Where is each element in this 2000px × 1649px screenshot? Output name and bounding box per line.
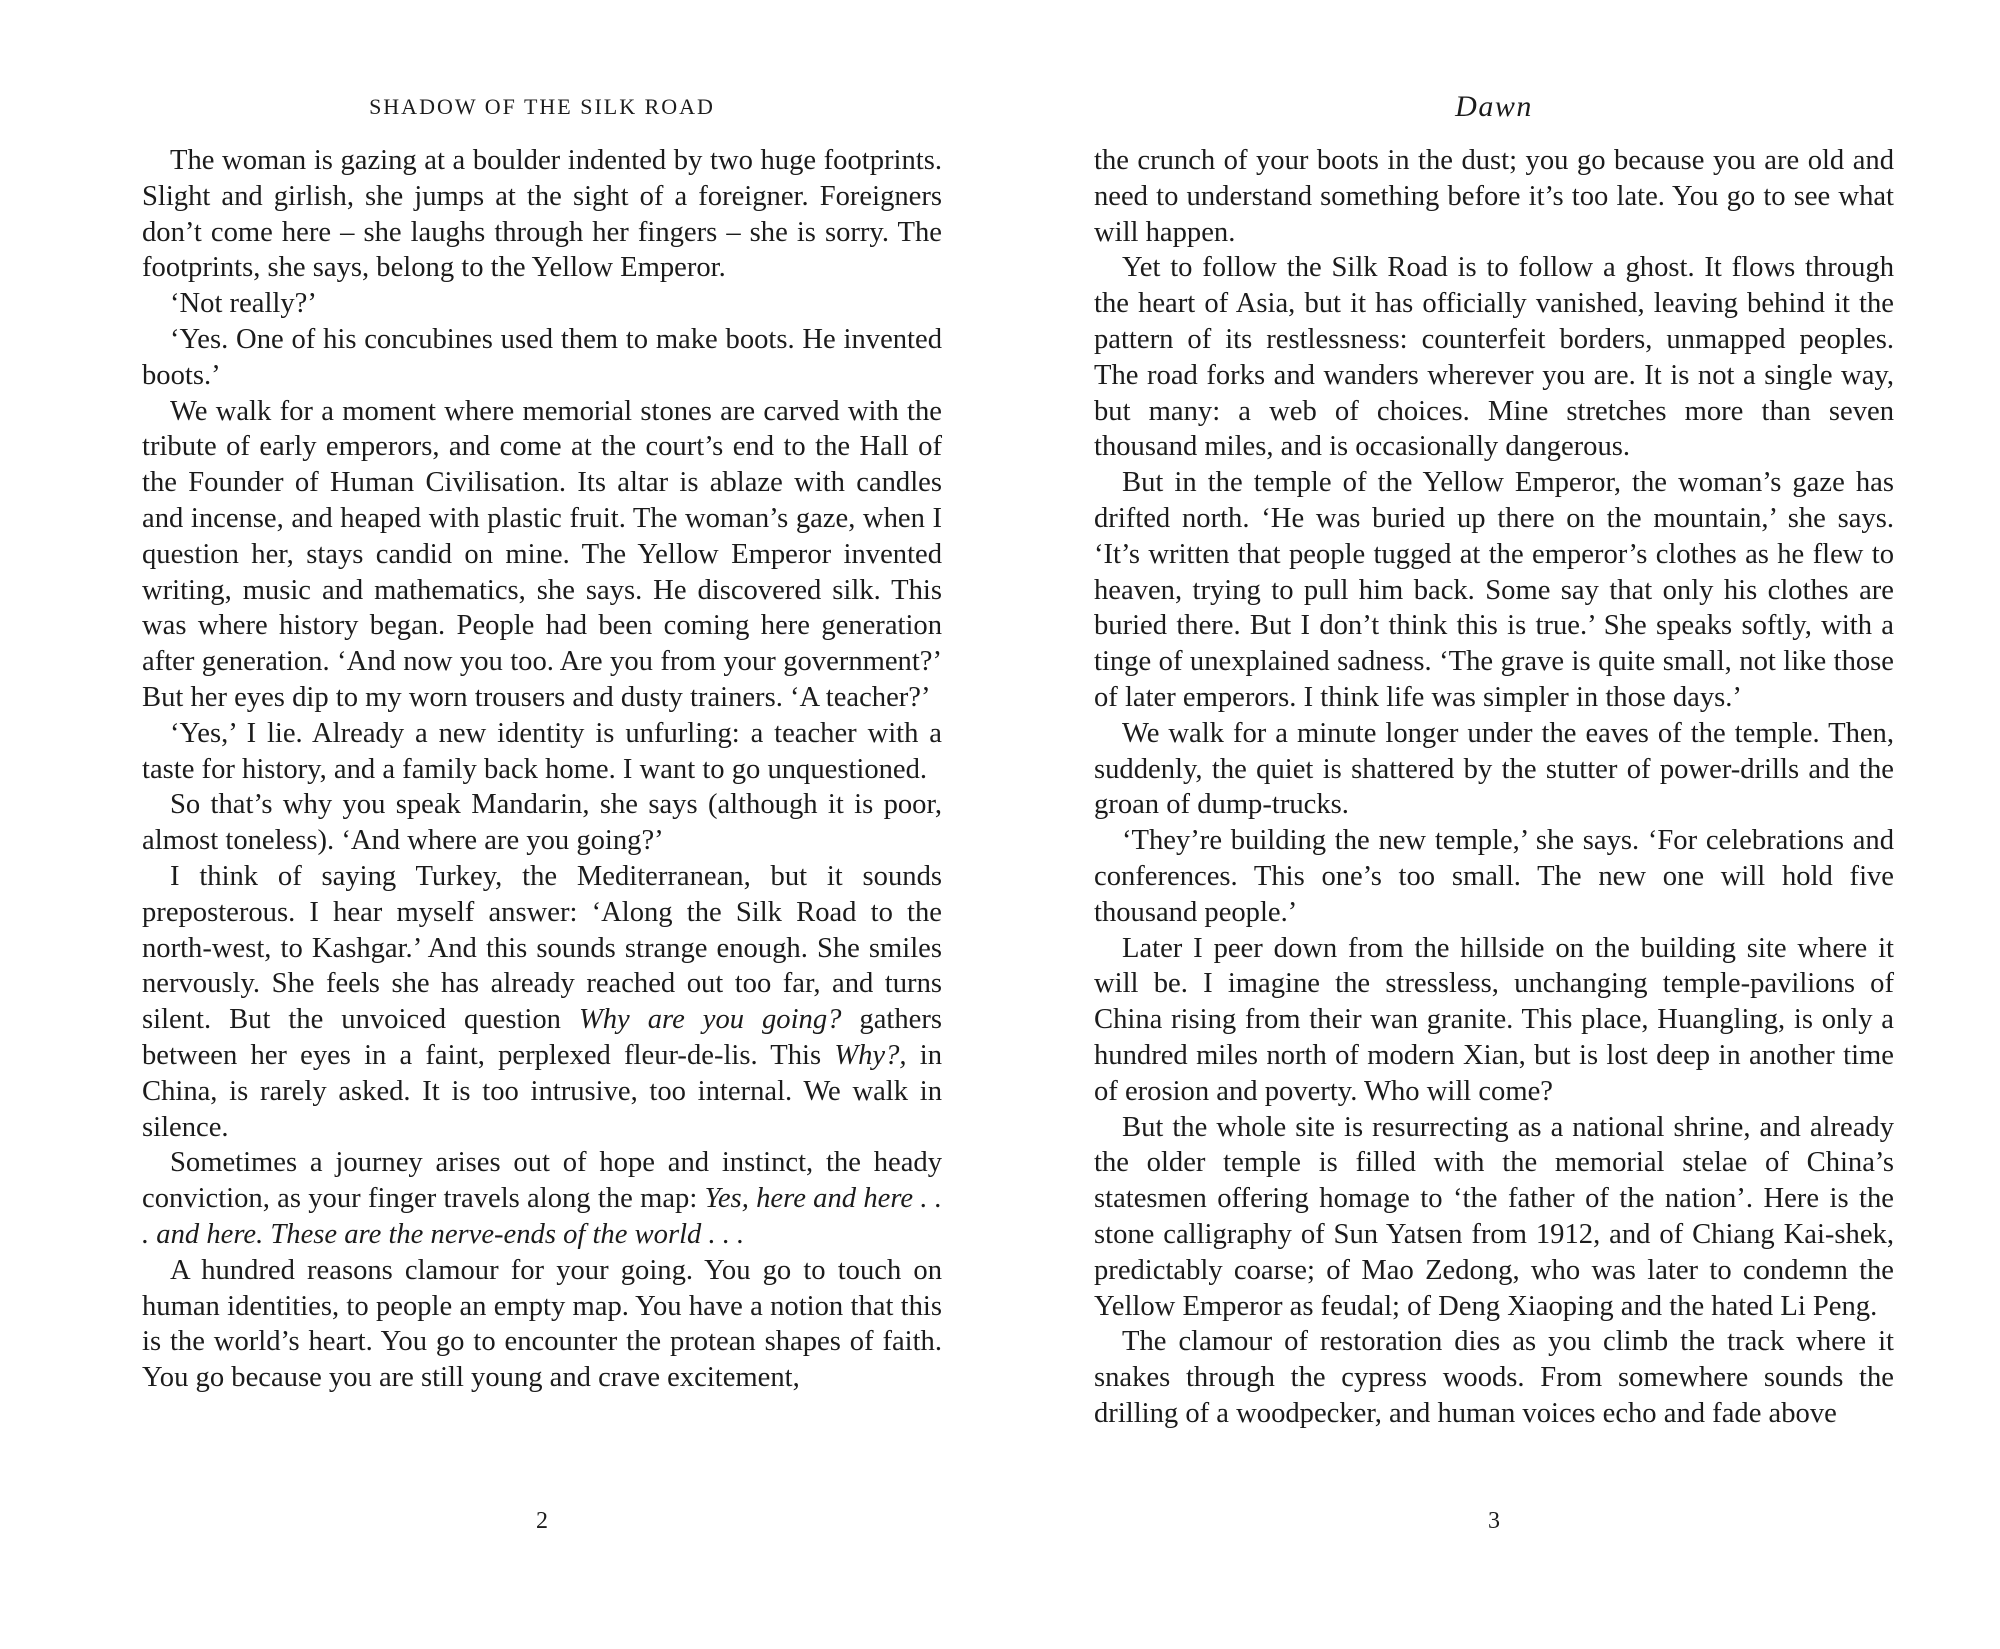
right-body-text [1094,143,1894,1432]
left-body-text [142,143,942,1396]
paragraph: The woman is gazing at a boulder indented by two huge footprints. Slight and girlish, she jumps at the sight of a foreigner. Foreigners don’t come here – she laughs through her fingers – she is sorry. The footprints, she says, belong to the Yellow Emperor. [142,145,942,284]
right-running-head: Dawn [1455,90,1533,123]
right-page-number: 3 [1488,1508,1500,1534]
paragraph: ‘Yes,’ I lie. Already a new identity is unfurling: a teacher with a taste for history, and a family back home. I want to go unquestioned. [142,717,942,785]
paragraph: the crunch of your boots in the dust; you go because you are old and need to understand something before it’s too late. You go to see what will happen. [1094,145,1894,248]
paragraph: ‘Yes. One of his concubines used them to make boots. He invented boots.’ [142,323,942,391]
paragraph: A hundred reasons clamour for your going. You go to touch on human identities, to people an empty map. You have a notion that this is the world’s heart. You go to encounter the protean shapes of faith. You go because you are still young and crave excitement, [142,1254,942,1394]
paragraph: ‘They’re building the new temple,’ she says. ‘For celebrations and conferences. This one’s too small. The new one will hold five thousand people.’ [1094,825,1894,928]
left-page [142,0,942,1649]
paragraph: We walk for a minute longer under the eaves of the temple. Then, suddenly, the quiet is shattered by the stutter of power-drills and the groan of dump-trucks. [1094,717,1894,821]
italic-why: Why?, [834,1039,907,1071]
paragraph-text: gathers between her eyes in a faint, perplexed fleur-de-lis. This [142,1004,942,1071]
paragraph [142,859,942,1145]
left-running-head: SHADOW OF THE SILK ROAD [369,94,715,119]
left-page-number: 2 [536,1508,548,1534]
paragraph [142,1145,942,1252]
italic-quote: Yes, here and here . . . and here. These are the nerve-ends of the world . . . [142,1183,943,1250]
paragraph-text: in China, is rarely asked. It is too intrusive, too internal. We walk in silence. [142,1039,942,1143]
paragraph-text: Sometimes a journey arises out of hope and instinct, the heady conviction, as your finger travels along the map: [142,1147,942,1215]
paragraph: We walk for a moment where memorial stones are carved with the tribute of early emperors, and come at the court’s end to the Hall of the Founder of Human Civilisation. Its altar is ablaze with candles and incense, and heaped with plastic fruit. The woman’s gaze, when I question her, stays candid on mine. The Yellow Emperor invented writing, music and mathematics, she says. He discovered silk. This was where history began. People had been coming here generation after generation. ‘And now you too. Are you from your government?’ But her eyes dip to my worn trousers and dusty trainers. ‘A teacher?’ [142,395,942,713]
paragraph-text: I think of saying Turkey, the Mediterranean, but it sounds preposterous. I hear myself answer: ‘Along the Silk Road to the north-west, to Kashgar.’ And this sounds strange enough. She smiles nervously. She feels she has already reached out too far, and turns silent. But the unvoiced question [142,860,942,1036]
paragraph: Later I peer down from the hillside on the building site where it will be. I imagine the stressless, unchanging temple-pavilions of China rising from their wan granite. This place, Huangling, is only a hundred miles north of modern Xian, but is lost deep in another time of erosion and poverty. Who will come? [1094,932,1894,1107]
paragraph: But the whole site is resurrecting as a national shrine, and already the older temple is filled with the memorial stelae of China’s statesmen offering homage to ‘the father of the nation’. Here is the stone calligraphy of Sun Yatsen from 1912, and of Chiang Kai-shek, predictably coarse; of Mao Zedong, who was later to condemn the Yellow Emperor as feudal; of Deng Xiaoping and the hated Li Peng. [1094,1111,1894,1322]
right-page [1094,0,1894,1649]
paragraph: ‘Not really?’ [170,288,317,320]
paragraph: Yet to follow the Silk Road is to follow a ghost. It flows through the heart of Asia, but it has officially vanished, leaving behind it the pattern of its restlessness: counterfeit borders, unmapped peoples. The road forks and wanders wherever you are. It is not a single way, but many: a web of choices. Mine stretches more than seven thousand miles, and is occasionally dangerous. [1094,252,1894,463]
paragraph: The clamour of restoration dies as you climb the track where it snakes through the cypress woods. From somewhere sounds the drilling of a woodpecker, and human voices echo and fade above [1094,1326,1894,1429]
paragraph: But in the temple of the Yellow Emperor, the woman’s gaze has drifted north. ‘He was buried up there on the mountain,’ she says. ‘It’s written that people tugged at the emperor’s clothes as he flew to heaven, trying to pull him back. Some say that only his clothes are buried there. But I don’t think this is true.’ She speaks softly, with a tinge of unexplained sadness. ‘The grave is quite small, not like those of later emperors. I think life was simpler in those days.’ [1094,467,1894,713]
italic-question: Why are you going? [578,1004,842,1036]
paragraph: So that’s why you speak Mandarin, she says (although it is poor, almost toneless). ‘And where are you going?’ [142,789,942,857]
